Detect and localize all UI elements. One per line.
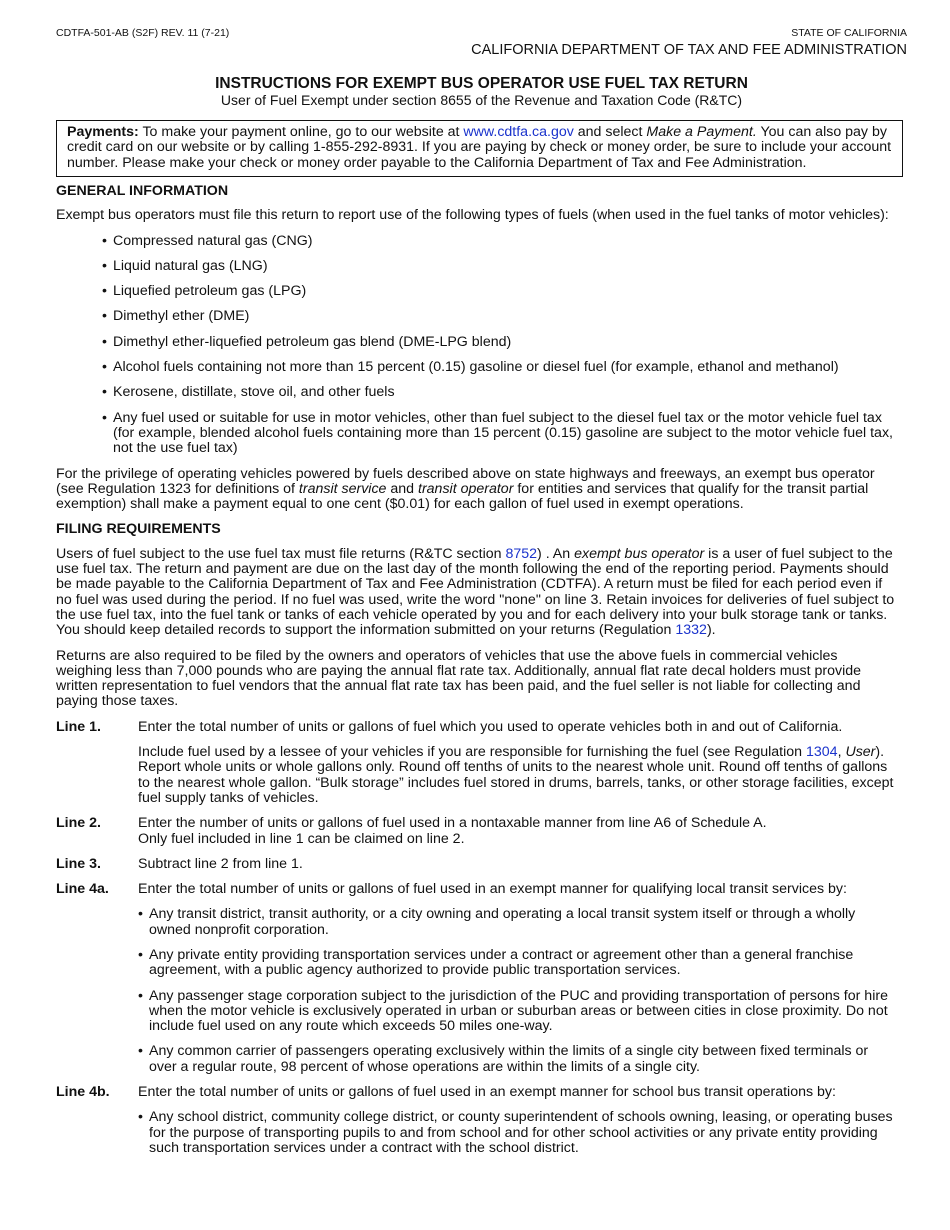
line-2-instruction bbox=[56, 816, 896, 847]
filing-text-c: is a user of fuel subject to the use fuel tax. The return and payment are due on the last day of the month following the end of the reporting period. Payments should be made payable to the California Department of Tax and Fee Administration (CDTFA). A return must be filed for each period even if no fuel was used during the period. If no fuel was used, write the word "none" on line 3. Retain invoices for deliveries of fuel subject to the use fuel tax, into the fuel tank or tanks of each vehicle operated by you and for each delivery into your bulk storage tank or tanks. You should keep detailed records to support the information submitted on your returns (Regulation bbox=[56, 545, 895, 639]
list-item: • Liquefied petroleum gas (LPG) bbox=[102, 284, 896, 299]
payments-label: Payments: bbox=[67, 124, 139, 140]
line-1-instruction bbox=[56, 720, 896, 735]
privilege-text-a: For the privilege of operating vehicles powered by fuels described above on state highways and freeways, an exempt bus operator (see Regulation 1323 for definitions of bbox=[56, 465, 875, 497]
line-4a-text: Enter the total number of units or gallons of fuel used in an exempt manner for qualifying local transit services by: bbox=[138, 881, 847, 898]
general-info-heading: GENERAL INFORMATION bbox=[56, 183, 229, 199]
list-item: • Kerosene, distillate, stove oil, and other fuels bbox=[102, 385, 896, 400]
line-2-text-2: Only fuel included in line 1 can be claimed on line 2. bbox=[138, 830, 465, 847]
line-3-label: Line 3. bbox=[56, 855, 101, 872]
fuel-types-list bbox=[102, 234, 896, 457]
transit-service-term: transit service bbox=[298, 480, 387, 497]
filing-requirements-heading: FILING REQUIREMENTS bbox=[56, 521, 221, 538]
regulation-1304-link[interactable]: 1304 bbox=[806, 744, 838, 761]
department-name: CALIFORNIA DEPARTMENT OF TAX AND FEE ADMINISTRATION bbox=[471, 42, 907, 59]
payments-text-2: and select bbox=[573, 124, 647, 140]
list-item: • Dimethyl ether-liquefied petroleum gas blend (DME-LPG blend) bbox=[102, 335, 896, 350]
list-item: • Any school district, community college district, or county superintendent of schools owning, leasing, or operating buses for the purpose of transporting pupils to and from school and for other school activities or any private entity providing such transportation services under a contract with the school district. bbox=[138, 1110, 896, 1156]
form-id: CDTFA-501-AB (S2F) REV. 11 (7-21) bbox=[56, 27, 230, 39]
line-4b-text: Enter the total number of units or gallons of fuel used in an exempt manner for school bus transit operations by: bbox=[138, 1084, 836, 1101]
list-item: • Any transit district, transit authority, or a city owning and operating a local transit system itself or through a wholly owned nonprofit corporation. bbox=[138, 907, 896, 938]
line-1-detail-c: ). Report whole units or whole gallons only. Round off tenths of units to the nearest whole unit. Round off tenths of gallons to the nearest whole gallon. “Bulk storage” includes fuel stored in drums, barrels, tanks, or other storage facilities, except fuel supply tanks of vehicles. bbox=[138, 744, 894, 806]
list-item: • Any fuel used or suitable for use in motor vehicles, other than fuel subject to the diesel fuel tax or the motor vehicle fuel tax (for example, blended alcohol fuels containing more than 15 percent (0.15) gasoline are subject to the motor vehicle fuel tax, not the use fuel tax) bbox=[102, 411, 896, 457]
list-item: • Any common carrier of passengers operating exclusively within the limits of a single city between fixed terminals or over a regular route, 98 percent of whose operations are within the limits of a single city. bbox=[138, 1044, 896, 1075]
line-4a-label: Line 4a. bbox=[56, 881, 109, 898]
document-body bbox=[56, 184, 896, 1166]
filing-paragraph-2: Returns are also required to be filed by the owners and operators of vehicles that use the above fuels in commercial vehicles weighing less than 7,000 pounds who are paying the annual flat rate tax. Additionally, annual flat rate decal holders must provide written representation to fuel vendors that the annual flat rate tax has been paid, and the fuel seller is not liable for collecting and paying those taxes. bbox=[56, 647, 862, 710]
main-title: INSTRUCTIONS FOR EXEMPT BUS OPERATOR USE FUEL TAX RETURN bbox=[215, 75, 748, 92]
line-4b-instruction bbox=[56, 1085, 896, 1100]
payments-box bbox=[56, 120, 903, 177]
general-intro: Exempt bus operators must file this return to report use of the following types of fuels (when used in the fuel tanks of motor vehicles): bbox=[56, 207, 889, 224]
line-3-text: Subtract line 2 from line 1. bbox=[138, 855, 303, 872]
line-1-detail-b: , bbox=[837, 744, 846, 761]
exempt-bus-operator-term: exempt bus operator bbox=[574, 545, 705, 562]
list-item: • Compressed natural gas (CNG) bbox=[102, 234, 896, 249]
payments-text-3: You can also pay by credit card on our website or by calling 1-855-292-8931. If you are paying by check or money order, be sure to include your account number. Please make your check or money order payable to the California Department of Tax and Fee Administration. bbox=[67, 124, 892, 171]
document-title bbox=[56, 76, 907, 109]
cdtfa-website-link[interactable]: www.cdtfa.ca.gov bbox=[463, 124, 574, 140]
filing-text-b: ) . An bbox=[537, 545, 575, 562]
privilege-text-c: for entities and services that qualify for the transit partial exemption) shall make a payment equal to one cent ($0.01) for each gallon of fuel used in exempt operations. bbox=[56, 480, 869, 513]
list-item: • Alcohol fuels containing not more than 15 percent (0.15) gasoline or diesel fuel (for example, ethanol and methanol) bbox=[102, 360, 896, 375]
filing-text-d: ). bbox=[706, 622, 716, 639]
filing-paragraph-1 bbox=[56, 547, 896, 639]
line-4b-list bbox=[138, 1110, 896, 1156]
transit-operator-term: transit operator bbox=[418, 480, 514, 497]
privilege-paragraph bbox=[56, 467, 896, 513]
agency-header bbox=[471, 26, 907, 59]
list-item: • Liquid natural gas (LNG) bbox=[102, 259, 896, 274]
user-term: User bbox=[845, 744, 876, 761]
line-2-text-1: Enter the number of units or gallons of fuel used in a nontaxable manner from line A6 of Schedule A. bbox=[138, 815, 767, 832]
state-label: STATE OF CALIFORNIA bbox=[791, 27, 907, 39]
regulation-1332-link[interactable]: 1332 bbox=[675, 622, 707, 639]
line-1-text: Enter the total number of units or gallons of fuel which you used to operate vehicles both in and out of California. bbox=[138, 718, 843, 735]
line-4b-label: Line 4b. bbox=[56, 1084, 110, 1101]
line-4a-instruction bbox=[56, 882, 896, 897]
list-item: • Dimethyl ether (DME) bbox=[102, 309, 896, 324]
filing-text-a: Users of fuel subject to the use fuel tax must file returns (R&TC section bbox=[56, 545, 506, 562]
payments-text-1: To make your payment online, go to our website at bbox=[138, 124, 464, 140]
list-item: • Any private entity providing transportation services under a contract or agreement other than a general franchise agreement, with a public agency authorized to provide public transportation services. bbox=[138, 948, 896, 979]
privilege-text-b: and bbox=[386, 480, 418, 497]
line-4a-list bbox=[138, 907, 896, 1075]
section-8752-link[interactable]: 8752 bbox=[505, 545, 538, 562]
line-3-instruction bbox=[56, 857, 896, 872]
line-2-text bbox=[138, 816, 896, 847]
line-1-label: Line 1. bbox=[56, 718, 101, 735]
subtitle: User of Fuel Exempt under section 8655 of the Revenue and Taxation Code (R&TC) bbox=[220, 92, 743, 109]
list-item: • Any passenger stage corporation subject to the jurisdiction of the PUC and providing transportation of persons for hire when the motor vehicle is exclusively operated in urban or suburban areas or between cities in close proximity. Do not include fuel used on any route which exceeds 50 miles one-way. bbox=[138, 989, 896, 1035]
make-payment-text: Make a Payment. bbox=[646, 124, 757, 140]
line-2-label: Line 2. bbox=[56, 815, 101, 832]
line-1-detail bbox=[138, 745, 896, 806]
line-1-detail-a: Include fuel used by a lessee of your vehicles if you are responsible for furnishing the fuel (see Regulation bbox=[138, 744, 806, 761]
